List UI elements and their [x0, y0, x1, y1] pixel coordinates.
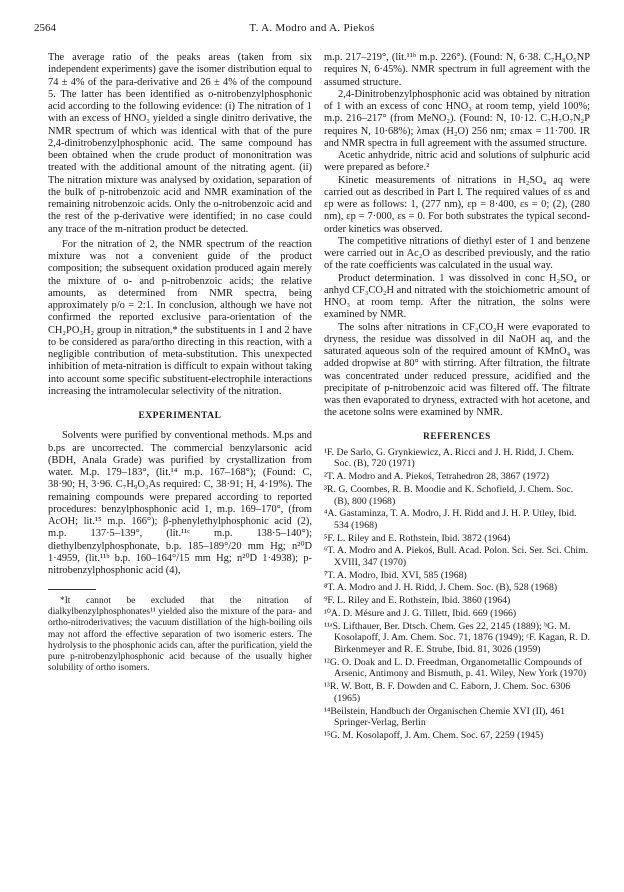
footnote-divider — [48, 589, 96, 590]
reference-item: ⁹F. L. Riley and E. Rothstein, Ibid. 3860 (1964) — [324, 595, 511, 607]
reference-item: ¹F. De Sarlo, G. Grynkiewicz, A. Ricci and J. H. Ridd, J. Chem. Soc. (B), 720 (1971) — [324, 446, 574, 470]
body-paragraph: Kinetic measurements of nitrations in H₂SO₄ aq were carried out as described in Part I. The required values of εs and εp were as follows: 1, (277 nm), εp = 8·400, εs = 0; (2), (280 nm), εp = 7·000, εs = 0. For both substrates the typical second-order kinetics was observed. — [324, 174, 590, 235]
page-number: 2564 — [34, 22, 56, 34]
reference-item: ¹¹ᵃS. Lifthauer, Ber. Dtsch. Chem. Ges 22, 2145 (1889); ᵇG. M. Kosolapoff, J. Am. Chem. Soc. 71, 1876 (1949); ᶜF. Kagan, R. D. Birkenmeyer and R. E. Strube, Ibid. 81, 3026 (1959) — [324, 620, 590, 655]
body-paragraph: Acetic anhydride, nitric acid and solutions of sulphuric acid were prepared as before.² — [324, 150, 590, 174]
left-column — [48, 52, 312, 674]
running-title: T. A. Modro and A. Piekoś — [249, 22, 375, 34]
body-paragraph: 2,4-Dinitrobenzylphosphonic acid was obtained by nitration of 1 with an excess of conc HNO₃ at room temp, yield 100%; m.p. 216–217° (from MeNO₂). (Found: N, 10·12. C₇H₇O₇N₂P requires N, 10·68%); λmax (H₂O) 256 nm; εmax = 11·700. IR and NMR spectra in full agreement with the assumed structure. — [324, 88, 590, 149]
reference-item: ³R. G. Coombes, R. B. Moodie and K. Schofield, J. Chem. Soc. (B), 800 (1968) — [324, 483, 574, 507]
body-paragraph: For the nitration of 2, the NMR spectrum of the reaction mixture was not a convenient guide of the product composition; the subsequent oxidation produced again merely the mixture of o- and p-nitrobenzoic acids; the relative amounts, as determined from NMR spectra, being approximately p/o = 2:1. In conclusion, although we have not confirmed the reported exclusive para-orientation of the CH₂PO₃H₂ group in nitration,* the substituents in 1 and 2 have to be considered as para/ortho directing in this reaction, with a negligible contribution of meta-substitution. This unexpected inhibition of meta-nitration is difficult to expain without taking into account some specific substituent-electrophile interactions increasing the intramolecular selectivity of the nitration. — [48, 238, 312, 397]
body-paragraph: Solvents were purified by conventional methods. M.ps and b.ps are uncorrected. The commercial benzylarsonic acid (BDH, Anala Grade) was purified by crystallization from water. M.p. 179–183°, (lit.¹⁴ m.p. 167–168°); (Found: C, 38·90; H, 3·96. C₇H₉O₃As required: C, 38·91; H, 4·19%). The remaining compounds were prepared according to reported procedures: benzylphosphonic acid 1, m.p. 169–170°, (from AcOH; lit.¹⁵ m.p. 166°); β-phenylethylphosphonic acid (2), m.p. 137·5–139°, (lit.¹¹ᶜ m.p. 138·5–140°); diethylbenzylphosphonate, b.p. 185–189°/20 mm Hg; n²⁰D 1·4959, (lit.¹¹ᵇ b.p. 160–164°/15 mm Hg; n²⁰D 1·4938); p-nitrobenzylphosphonic acid (4), — [48, 430, 312, 576]
section-title-experimental: EXPERIMENTAL — [138, 411, 222, 421]
reference-item: ¹⁵G. M. Kosolapoff, J. Am. Chem. Soc. 67, 2259 (1945) — [324, 729, 544, 741]
body-paragraph: The solns after nitrations in CF₃CO₂H were evaporated to dryness, the residue was dissolved in dil NaOH aq, and the saturated aqueous soln of the required amount of KMnO₄ was added dropwise at 80° with stirring. After filtration, the filtrate was concentrated under reduced pressure, acidified and the precipitate of p-nitrobenzoic acid was filtered off. The filtrate was then evaporated to dryness, extracted with hot acetone, and the acetone solns were examined by NMR. — [324, 321, 590, 419]
body-paragraph: m.p. 217–219°, (lit.¹¹ᵇ m.p. 226°). (Found: N, 6·38. C₇H₈O₅NP requires N, 6·45%). NMR spectrum in full agreement with the assumed structure. — [324, 52, 590, 88]
reference-item: ⁵F. L. Riley and E. Rothstein, Ibid. 3872 (1964) — [324, 532, 511, 544]
reference-item: ⁶T. A. Modro and A. Piekoś, Bull. Acad. Polon. Sci. Ser. Sci. Chim. XVIII, 347 (1970) — [324, 545, 589, 569]
right-column — [324, 52, 590, 743]
body-paragraph: The average ratio of the peaks areas (taken from six independent experiments) gave the isomer distribution equal to 74 ± 4% of the para-derivative and 26 ± 4% of the compound 5. The latter has been identified as o-nitrobenzylphosphonic acid according to the following evidence: (i) The nitration of 1 with an excess of HNO₃ yielded a single dinitro derivative, the NMR spectrum of which was identical with that of the pure 2,4-dinitrobenzylphosphonic acid. The same compound has been obtained when the crude product of mononitration was treated with the additional amount of the nitrating agent. (ii) The nitration mixture was analysed by oxidation, separation of the bulk of p-nitrobenzoic acid and NMR examination of the remaining nitrobenzoic acids. Only the o-nitrobenzoic acid and the rest of the p-derivative were identified; in no case could any trace of the m-nitration product be detected. — [48, 52, 312, 235]
reference-item: ¹⁴Beilstein, Handbuch der Organischen Chemie XVI (II), 461 Springer-Verlag, Berlin — [324, 705, 565, 729]
reference-list — [324, 447, 590, 742]
footnote: *It cannot be excluded that the nitration of dialkylbenzylphosphonates¹¹ yielded also the mixture of the para- and ortho-nitroderivatives; the vacuum distillation of the high-boiling oils may not afford the effective separation of two isomeric esters. The hydrolysis to the phosphonic acids can, after the purification, yield the pure p-nitrobenzylphosphonic acid because of the usually higher solubility of ortho isomers. — [48, 596, 312, 673]
reference-item: ⁴A. Gastaminza, T. A. Modro, J. H. Ridd and J. H. P. Utley, Ibid. 534 (1968) — [324, 508, 577, 531]
page-header — [34, 22, 590, 38]
reference-item: ¹³R. W. Bott, B. F. Dowden and C. Eaborn, J. Chem. Soc. 6306 (1965) — [324, 681, 571, 704]
reference-item: ⁸T. A. Modro and J. H. Ridd, J. Chem. Soc. (B), 528 (1968) — [324, 582, 558, 594]
body-paragraph: Product determination. 1 was dissolved in conc H₂SO₄ or anhyd CF₃CO₂H and nitrated with the stoichiometric amount of HNO₃ at room temp. After the nitration, the solns were examined by NMR. — [324, 272, 590, 321]
body-paragraph: The competitive nitrations of diethyl ester of 1 and benzene were carried out in Ac₂O as described previously, and the ratio of the rate coefficients was calculated in the usual way. — [324, 235, 590, 272]
reference-item: ⁷T. A. Modro, Ibid. XVI, 585 (1968) — [324, 569, 467, 581]
references-title: REFERENCES — [423, 430, 491, 441]
reference-item: ¹⁰A. D. Mésure and J. G. Tillett, Ibid. 669 (1966) — [324, 607, 517, 619]
reference-item: ¹²G. O. Doak and L. D. Freedman, Organometallic Compounds of Arsenic, Antimony and Bismuth, p. 41. Wiley, New York (1970) — [324, 656, 587, 680]
reference-item: ²T. A. Modro and A. Piekoś, Tetrahedron 28, 3867 (1972) — [324, 471, 550, 483]
